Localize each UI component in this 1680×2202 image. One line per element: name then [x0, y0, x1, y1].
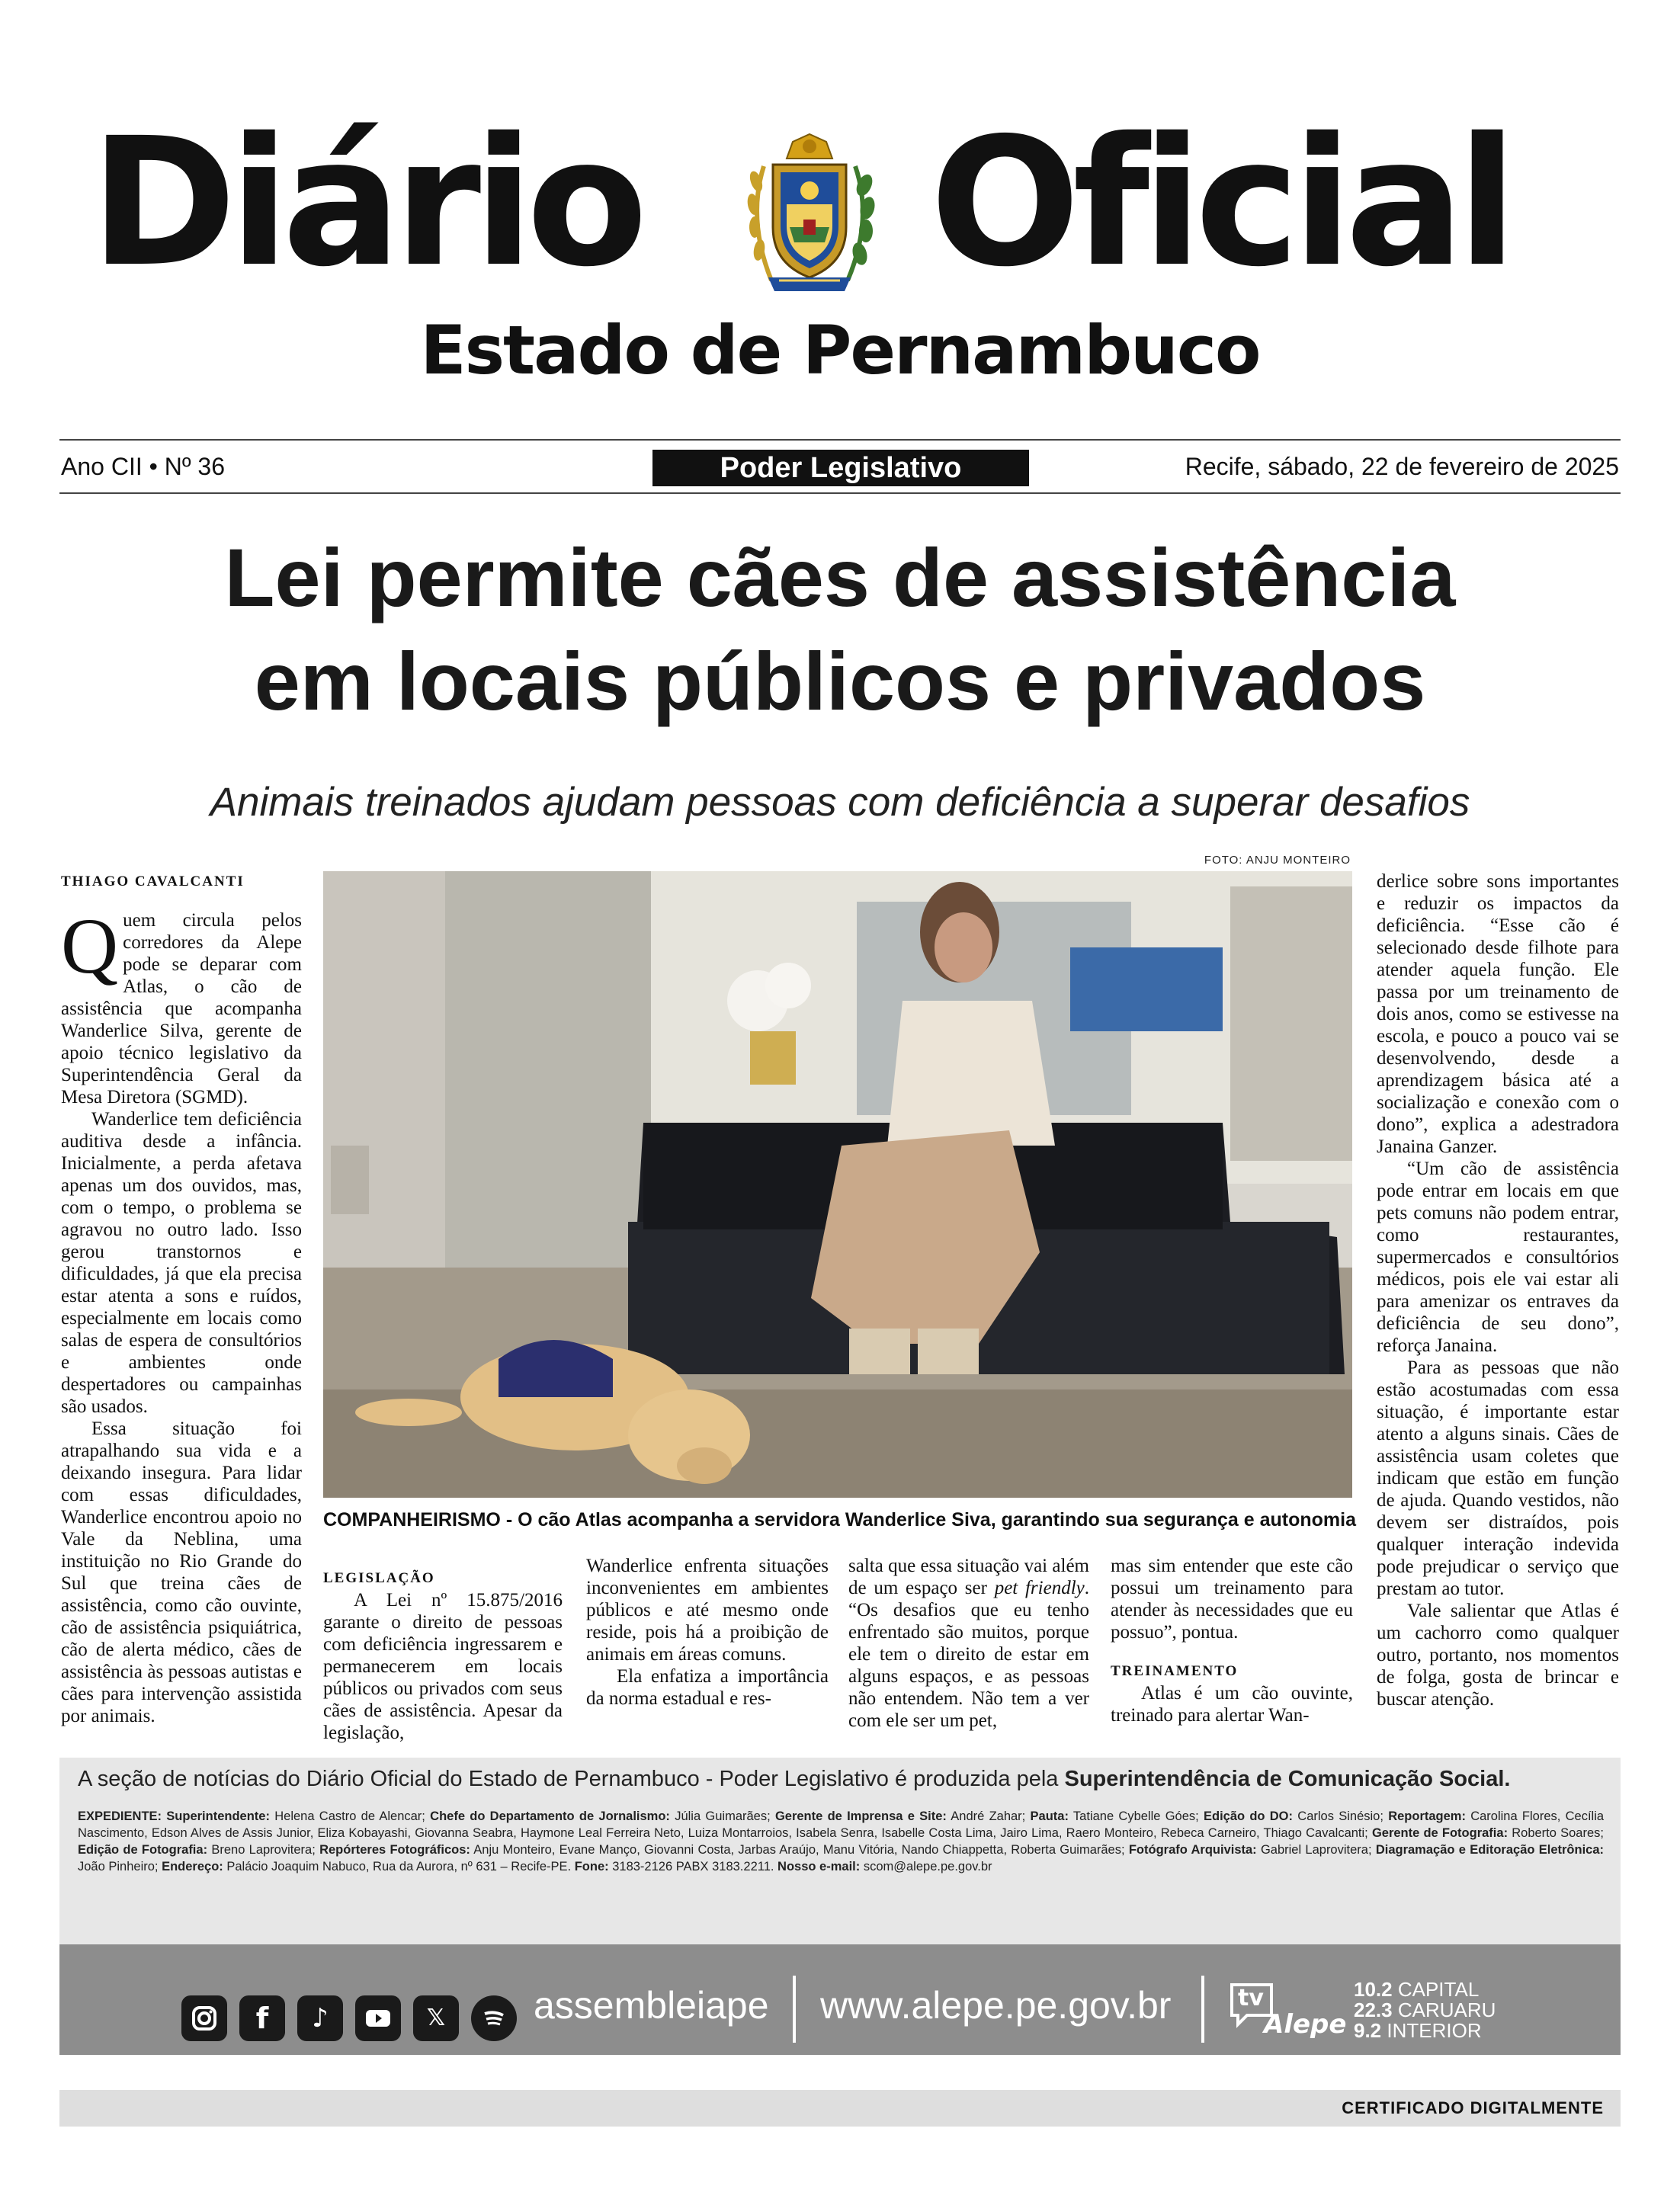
credit-label: Edição do DO:: [1203, 1809, 1294, 1823]
section-heading-treinamento: TREINAMENTO: [1111, 1663, 1239, 1679]
photo-caption: COMPANHEIRISMO - O cão Atlas acompanha a servidora Wanderlice Siva, garantindo sua segurança e autonomia: [323, 1509, 1356, 1531]
tv-alepe-logo: tv Alepe: [1229, 1980, 1343, 2040]
credit-value: Anju Monteiro, Evane Manço, Giovanni Costa, Jarbas Araújo, Manu Vitória, Nando Chiappetta, Roberta Guimarães;: [470, 1843, 1129, 1857]
credit-value: scom@alepe.pe.gov.br: [860, 1860, 992, 1873]
credit-label: Edição de Fotografia:: [78, 1843, 208, 1857]
x-icon[interactable]: 𝕏: [413, 1995, 459, 2041]
paragraph: Atlas é um cão ouvinte, treinado para alertar Wan-: [1111, 1683, 1353, 1726]
youtube-icon[interactable]: [355, 1995, 401, 2041]
paragraph: Ela enfatiza a importância da norma estadual e res-: [586, 1666, 829, 1709]
credit-label: Pauta:: [1030, 1809, 1069, 1823]
credit-value: Breno Laprovitera;: [207, 1843, 320, 1857]
article-column-2: [323, 1563, 563, 1744]
lead-paragraph: Quem circula pelos corredores da Alepe pode se deparar com Atlas, o cão de assistência que acompanha Wanderlice Silva, gerente de apoio técnico legislativo da Superintendência Geral da Mesa Diretora (SGMD).: [61, 902, 302, 1107]
credit-value: Tatiane Cybelle Góes;: [1068, 1809, 1204, 1823]
credit-label: Gerente de Imprensa e Site:: [774, 1809, 947, 1823]
credit-value: André Zahar;: [946, 1809, 1031, 1823]
credit-label: EXPEDIENTE: Superintendente:: [78, 1809, 270, 1823]
paragraph: Wanderlice enfrenta situações inconvenientes em ambientes públicos e até mesmo onde reside, pois há a proibição de animais em áreas comuns.: [586, 1556, 829, 1665]
article-photo: [323, 871, 1352, 1498]
paragraph: Essa situação foi atrapalhando sua vida e a deixando insegura. Para lidar com essas dificuldades, Wanderlice encontrou apoio no Vale da Neblina, uma instituição no Rio Grande do Sul que treina cães de assistência, como cão ouvinte, cão de assistência psiquiátrica, cão de alerta médico, cães de assistência às pessoas autistas e cães para intervenção assistida por animais.: [61, 1418, 302, 1726]
expediente: [78, 1808, 1604, 1875]
credit-label: Fone:: [574, 1860, 609, 1873]
credit-label: Chefe do Departamento de Jornalismo:: [430, 1809, 670, 1823]
section-badge: Poder Legislativo: [652, 450, 1029, 486]
photo-credit: FOTO: ANJU MONTEIRO: [1204, 854, 1351, 867]
freq-interior: 9.2 INTERIOR: [1354, 2019, 1482, 2042]
edition-number: Ano CII • Nº 36: [61, 453, 225, 480]
masthead-title-right: Oficial: [930, 100, 1510, 306]
masthead-title-left: Diário: [90, 100, 640, 306]
article-column-1: [61, 870, 302, 1727]
website-link[interactable]: www.alepe.pe.gov.br: [820, 1984, 1172, 2027]
facebook-icon[interactable]: f: [239, 1995, 285, 2041]
credit-value: Carlos Sinésio;: [1293, 1809, 1389, 1823]
credit-value: Carolina Flores, Cecília Nascimento, Edson Alves de Assis Junior, Eliza Kobayashi, Giovanna Seabra, Haymone Leal Ferreira Neto, Luiza Montarroios, Isabela Senra, Isabelle Costa Lima, Jairo Lima, Raero Monteiro, Rebeca Carneiro, Thiago Cavalcanti;: [78, 1809, 1605, 1840]
footer-intro: A seção de notícias do Diário Oficial do Estado de Pernambuco - Poder Legislativo é produzida pela Superintendência de Comunicação Social.: [78, 1767, 1511, 1791]
subheadline: Animais treinados ajudam pessoas com deficiência a superar desafios: [210, 780, 1470, 825]
credit-label: Diagramação e Editoração Eletrônica:: [1375, 1843, 1605, 1857]
credit-value: Júlia Guimarães;: [669, 1809, 775, 1823]
freq-capital: 10.2 CAPITAL: [1354, 1978, 1480, 2001]
headline-line-2: em locais públicos e privados: [254, 635, 1426, 727]
article-column-5: [1111, 1555, 1353, 1726]
paragraph: Para as pessoas que não estão acostumadas com essa situação, é importante estar atento a alguns sinais. Cães de assistência usam coletes que indicam que estão em função de ajuda. Quando vestidos, não devem ser distraídos, pois qualquer interação indevida pode prejudicar o serviço que prestam ao tutor.: [1377, 1357, 1619, 1599]
paragraph: Wanderlice tem deficiência auditiva desde a infância. Inicialmente, a perda afetava apenas um dos ouvidos, mas, com o tempo, o problema se agravou no outro lado. Isso gerou transtornos e dificuldades, já que ela precisa estar atenta a sons e ruídos, especialmente em locais como salas de espera de consultórios e ambientes onde despertadores ou campainhas são usados.: [61, 1109, 302, 1417]
credit-label: Gerente de Fotografia:: [1371, 1826, 1508, 1840]
certificado-digitalmente: CERTIFICADO DIGITALMENTE: [1342, 2098, 1604, 2117]
freq-caruaru: 22.3 CARUARU: [1354, 1998, 1496, 2021]
credit-value: Gabriel Laprovitera;: [1256, 1843, 1376, 1857]
credit-label: Nosso e-mail:: [777, 1860, 861, 1873]
divider: [1201, 1976, 1204, 2043]
credit-label: Fotógrafo Arquivista:: [1128, 1843, 1257, 1857]
credit-label: Endereço:: [162, 1860, 223, 1873]
credit-value: Helena Castro de Alencar;: [269, 1809, 431, 1823]
article-column-6: [1377, 870, 1619, 1710]
paragraph: “Um cão de assistência pode entrar em locais em que pets comuns não podem entrar, como restaurantes, supermercados e consultórios médicos, pois ele vai estar ali para amenizar os entraves da deficiência de seu dono”, reforça Janaina.: [1377, 1159, 1619, 1356]
social-handle[interactable]: assembleiape: [534, 1984, 769, 2027]
credit-value: 3183-2126 PABX 3183.2211.: [608, 1860, 778, 1873]
tiktok-icon[interactable]: ♪: [297, 1995, 343, 2041]
byline: THIAGO CAVALCANTI: [61, 873, 245, 889]
credit-value: João Pinheiro;: [78, 1860, 162, 1873]
state-coat-of-arms-icon: [733, 128, 886, 300]
article-column-3: [586, 1555, 829, 1710]
paragraph: Vale salientar que Atlas é um cachorro como qualquer outro, portanto, nos momentos de folga, gosta de brincar e buscar atenção.: [1377, 1601, 1619, 1710]
divider: [793, 1976, 796, 2043]
section-heading-legislacao: LEGISLAÇÃO: [323, 1570, 435, 1586]
paragraph: salta que essa situação vai além de um espaço ser pet friendly. “Os desafios que eu tenho enfrentado são muitos, porque ele tem o direito de estar em alguns espaços, e as pessoas não entendem. Não tem a ver com ele ser um pet,: [848, 1556, 1089, 1731]
headline: [0, 526, 1680, 733]
bottom-rule: [59, 492, 1621, 494]
place-date: Recife, sábado, 22 de fevereiro de 2025: [1185, 453, 1619, 480]
credit-label: Reportagem:: [1388, 1809, 1466, 1823]
credit-value: Roberto Soares;: [1508, 1826, 1604, 1840]
paragraph: derlice sobre sons importantes e reduzir os impactos da deficiência. “Esse cão é selecionado desde filhote para atender aquela função. Ele passa por um treinamento de dois anos, como se estivesse na escola, e pouco a pouco vai se desenvolvendo, desde a aprendizagem básica até a socialização e conexão com o dono”, explica a adestradora Janaina Ganzer.: [1377, 871, 1619, 1157]
instagram-icon[interactable]: [181, 1995, 227, 2041]
credit-value: Palácio Joaquim Nabuco, Rua da Aurora, nº 631 – Recife-PE.: [223, 1860, 575, 1873]
headline-line-1: Lei permite cães de assistência: [224, 531, 1456, 623]
masthead-subtitle: Estado de Pernambuco: [420, 311, 1260, 389]
credit-label: Repórteres Fotográficos:: [319, 1843, 470, 1857]
top-rule: [59, 439, 1621, 441]
spotify-icon[interactable]: [471, 1995, 517, 2041]
article-column-4: [848, 1555, 1089, 1732]
paragraph: mas sim entender que este cão possui um treinamento para atender às necessidades que eu possuo”, pontua.: [1111, 1556, 1353, 1643]
paragraph: A Lei nº 15.875/2016 garante o direito de pessoas com deficiência ingressarem e permanecerem em locais públicos ou privados com seus cães de assistência. Apesar da legislação,: [323, 1590, 563, 1743]
dropcap: Q: [61, 902, 119, 990]
radio-frequencies: [1354, 1979, 1496, 2041]
